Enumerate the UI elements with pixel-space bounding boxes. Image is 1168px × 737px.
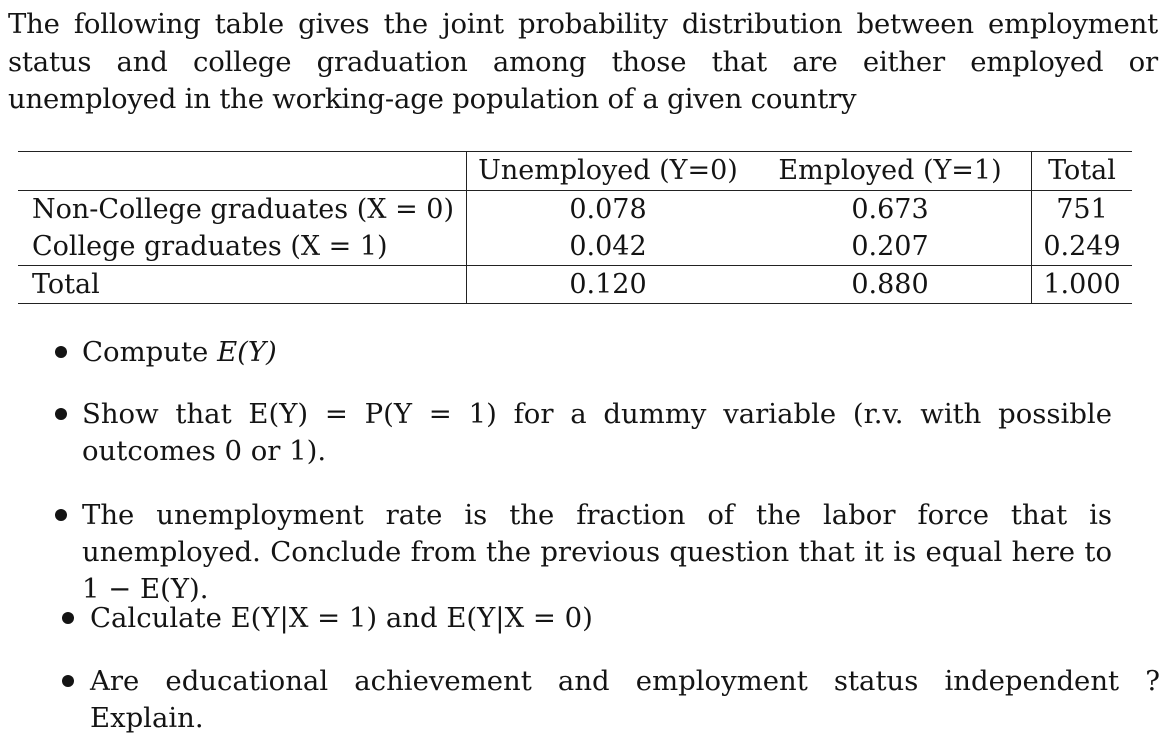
question-item: The unemployment rate is the fraction of the labor force that is unemployed. Conclude from the previous question that it is equal here to 1 − E(Y). bbox=[82, 499, 1112, 605]
question-item: Calculate E(Y|X = 1) and E(Y|X = 0) bbox=[90, 602, 593, 634]
cell-employed: 0.673 bbox=[749, 191, 1032, 229]
question-item bbox=[82, 334, 1112, 371]
row-label: Total bbox=[18, 266, 467, 304]
table-row bbox=[18, 191, 1132, 229]
intro-paragraph: The following table gives the joint probability distribution between employment status and college graduation among those that are either employed or unemployed in the working-age population of a given country bbox=[8, 8, 1158, 115]
header-employed: Employed (Y=1) bbox=[749, 152, 1032, 191]
bullet-icon bbox=[62, 612, 74, 624]
cell-total: 751 bbox=[1032, 191, 1133, 229]
table-row bbox=[18, 228, 1132, 266]
bullet-icon bbox=[55, 509, 67, 521]
bullet-icon bbox=[55, 346, 67, 358]
row-label: College graduates (X = 1) bbox=[32, 230, 388, 262]
cell-unemployed: 0.120 bbox=[467, 266, 750, 304]
joint-probability-table bbox=[18, 151, 1132, 304]
cell-total: 1.000 bbox=[1032, 266, 1133, 304]
cell-employed: 0.880 bbox=[749, 266, 1032, 304]
bullet-icon bbox=[62, 675, 74, 687]
question-math: E(Y) bbox=[217, 336, 277, 368]
header-total: Total bbox=[1032, 152, 1133, 191]
cell-total: 0.249 bbox=[1032, 228, 1133, 266]
cell-unemployed: 0.078 bbox=[467, 191, 750, 229]
cell-employed: 0.207 bbox=[851, 230, 929, 262]
cell-unemployed: 0.042 bbox=[467, 228, 750, 266]
question-item: Show that E(Y) = P(Y = 1) for a dummy variable (r.v. with possible outcomes 0 or 1). bbox=[82, 398, 1112, 467]
header-unemployed: Unemployed (Y=0) bbox=[467, 152, 750, 191]
row-label: Non-College graduates (X = 0) bbox=[18, 191, 467, 229]
question-text: Compute bbox=[82, 336, 209, 368]
header-corner-cell bbox=[18, 152, 467, 191]
question-item: Are educational achievement and employment status independent ? Explain. bbox=[90, 665, 1160, 734]
table-total-row bbox=[18, 266, 1132, 304]
bullet-icon bbox=[55, 408, 67, 420]
table-header-row bbox=[18, 152, 1132, 191]
